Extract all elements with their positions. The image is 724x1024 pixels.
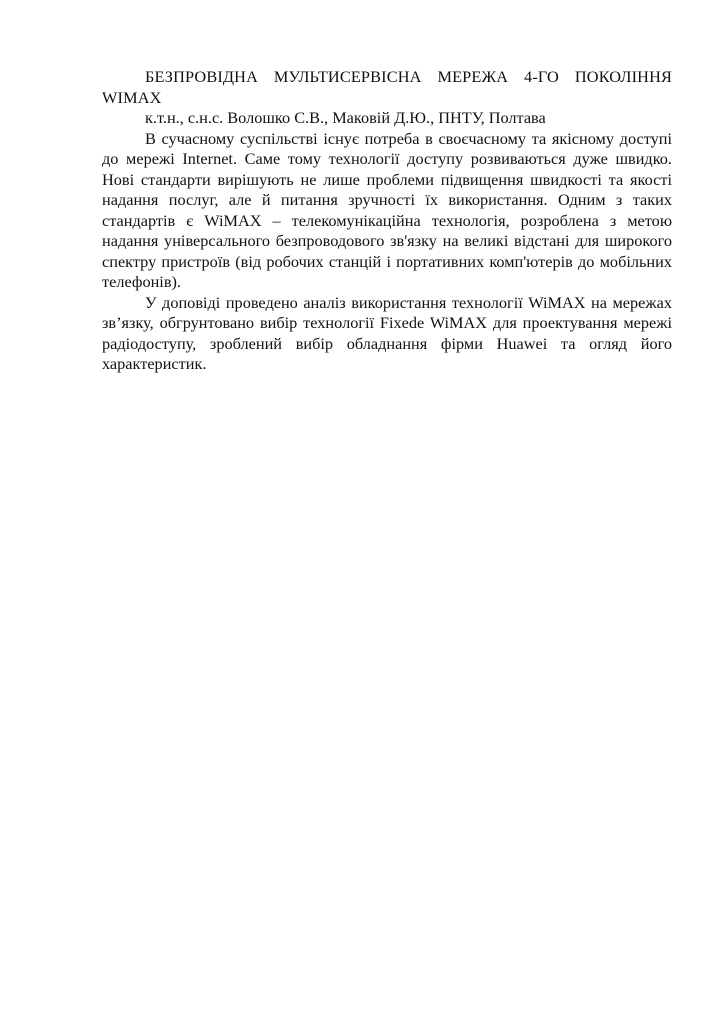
document-authors: к.т.н., с.н.с. Волошко С.В., Маковій Д.Ю., ПНТУ, Полтава [145,108,546,127]
document-page [102,67,672,375]
body-paragraph-report: У доповіді проведено аналіз використання технології WiMAX на мережах зв’язку, обгрунтовано вибір технології Fixede WiMAX для проектування мережі радіодоступу, зроблений вибір обладнання фірми Huawei та огляд його характеристик. [102,292,672,373]
document-title: БЕЗПРОВІДНА МУЛЬТИСЕРВІСНА МЕРЕЖА 4-ГО ПОКОЛІННЯ WIMAX [102,67,672,107]
body-paragraph-intro: В сучасному суспільстві існує потреба в своєчасному та якісному доступі до мережі Internet. Саме тому технології доступу розвиваються дуже швидко. Нові стандарти вирішують не лише проблеми підвищення швидкості та якості надання послуг, але й питання зручності їх використання. Одним з таких стандартів є WiMAX – телекомунікаційна технологія, розроблена з метою надання універсального безпроводового зв'язку на великі відстані для широкого спектру пристроїв (від робочих станцій і портативних комп'ютерів до мобільних телефонів). [102,128,672,291]
